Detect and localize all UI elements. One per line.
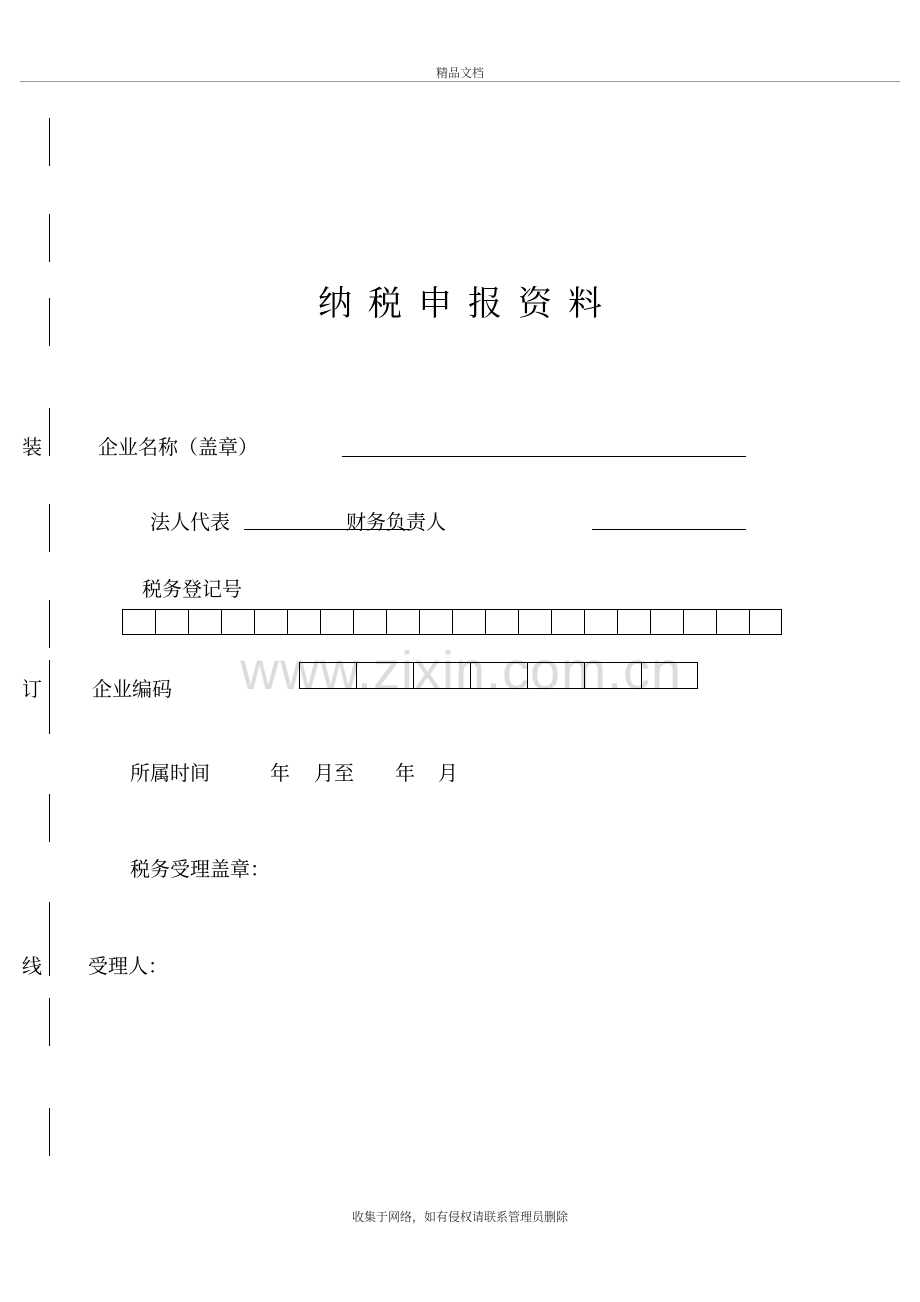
document-title: 纳税申报资料 <box>318 284 618 324</box>
company-code-digit-box[interactable] <box>356 662 413 689</box>
tax-reg-boxes <box>122 609 782 635</box>
tax-reg-digit-box[interactable] <box>650 609 683 635</box>
watermark-text: www.zixin.com.cn <box>240 641 683 701</box>
tax-reg-digit-box[interactable] <box>749 609 782 635</box>
binding-line-segment <box>49 998 50 1046</box>
company-code-digit-box[interactable] <box>641 662 698 689</box>
binding-char-zhuang: 装 <box>22 435 42 459</box>
tax-reg-digit-box[interactable] <box>683 609 716 635</box>
tax-reg-label: 税务登记号 <box>142 577 242 601</box>
page-header-text: 精品文档 <box>435 66 484 80</box>
period-month-2: 月 <box>438 761 458 785</box>
tax-reg-digit-box[interactable] <box>716 609 749 635</box>
tax-reg-digit-box[interactable] <box>122 609 155 635</box>
tax-reg-digit-box[interactable] <box>617 609 650 635</box>
binding-char-ding: 订 <box>22 677 42 701</box>
binding-line-segment <box>49 1108 50 1156</box>
receiver-label: 受理人： <box>88 954 168 978</box>
period-year-1: 年 <box>270 761 290 785</box>
period-month-1-to: 月至 <box>314 761 354 785</box>
company-code-digit-box[interactable] <box>413 662 470 689</box>
header-divider <box>20 81 900 82</box>
binding-line-segment <box>49 794 50 842</box>
tax-reg-digit-box[interactable] <box>155 609 188 635</box>
tax-reg-digit-box[interactable] <box>452 609 485 635</box>
tax-reg-digit-box[interactable] <box>188 609 221 635</box>
tax-seal-label: 税务受理盖章： <box>130 857 270 881</box>
tax-reg-digit-box[interactable] <box>584 609 617 635</box>
company-code-digit-box[interactable] <box>299 662 356 689</box>
company-code-digit-box[interactable] <box>470 662 527 689</box>
tax-reg-digit-box[interactable] <box>518 609 551 635</box>
binding-line-segment <box>49 902 50 976</box>
finance-head-label: 财务负责人 <box>346 510 446 534</box>
tax-reg-digit-box[interactable] <box>221 609 254 635</box>
period-year-2: 年 <box>395 761 415 785</box>
tax-reg-digit-box[interactable] <box>320 609 353 635</box>
tax-reg-digit-box[interactable] <box>254 609 287 635</box>
tax-reg-digit-box[interactable] <box>419 609 452 635</box>
company-name-field[interactable] <box>342 456 746 457</box>
tax-reg-digit-box[interactable] <box>287 609 320 635</box>
binding-line-segment <box>49 504 50 552</box>
company-code-digit-box[interactable] <box>584 662 641 689</box>
finance-head-field[interactable] <box>592 529 746 530</box>
binding-line-segment <box>49 118 50 166</box>
legal-rep-label: 法人代表 <box>150 510 230 534</box>
company-code-label: 企业编码 <box>92 677 172 701</box>
tax-reg-digit-box[interactable] <box>485 609 518 635</box>
tax-reg-digit-box[interactable] <box>551 609 584 635</box>
page-footer-text: 收集于网络，如有侵权请联系管理员删除 <box>351 1210 568 1224</box>
binding-line-segment <box>49 600 50 648</box>
tax-reg-digit-box[interactable] <box>386 609 419 635</box>
tax-reg-digit-box[interactable] <box>353 609 386 635</box>
binding-line-segment <box>49 214 50 262</box>
company-code-boxes <box>299 662 698 689</box>
binding-line-segment <box>49 660 50 734</box>
company-name-label: 企业名称（盖章） <box>98 435 258 459</box>
binding-line-segment <box>49 408 50 456</box>
company-code-digit-box[interactable] <box>527 662 584 689</box>
period-label: 所属时间 <box>130 761 210 785</box>
binding-char-xian: 线 <box>22 954 42 978</box>
